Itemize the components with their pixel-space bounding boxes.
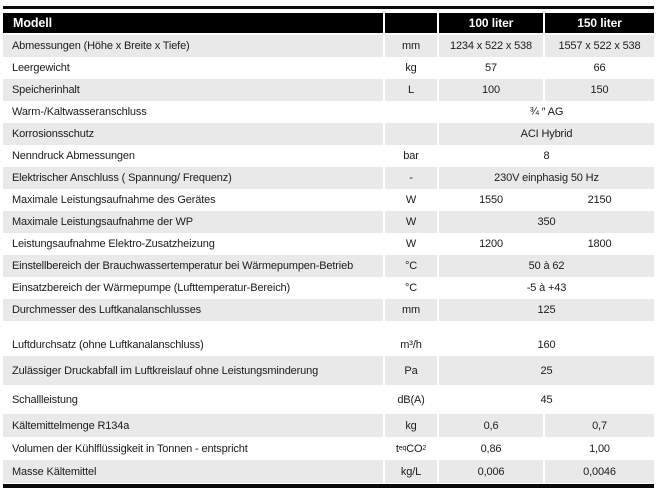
row-value-span: 8 <box>437 145 654 167</box>
unit-segment: 2 <box>422 445 427 452</box>
row-label: Einstellbereich der Brauchwassertemperatur bei Wärmepumpen-Betrieb <box>3 255 383 277</box>
spec-row <box>3 277 654 299</box>
row-value-150: 0,0046 <box>543 460 654 483</box>
row-value-span: 50 à 62 <box>437 255 654 277</box>
row-value-100: 57 <box>437 57 543 79</box>
row-label: Schallleistung <box>12 393 78 406</box>
spec-row <box>3 211 654 233</box>
row-value-150: 66 <box>543 57 654 79</box>
row-value-100: 100 <box>437 79 543 101</box>
row-label: Zulässiger Druckabfall im Luftkreislauf ohne Leistungsminderung <box>3 356 383 385</box>
row-value-span: ACI Hybrid <box>437 123 654 145</box>
spec-table <box>3 0 654 488</box>
row-unit: bar <box>383 145 437 167</box>
row-unit: °C <box>383 277 437 299</box>
row-unit: - <box>383 167 437 189</box>
row-unit: kg/L <box>383 460 437 483</box>
row-label: Speicherinhalt <box>3 79 383 101</box>
spec-row <box>3 334 654 356</box>
spec-row <box>3 145 654 167</box>
row-value-100: 0,86 <box>437 437 543 460</box>
spec-row <box>3 123 654 145</box>
unit-segment: t <box>395 442 399 455</box>
spec-row <box>3 79 654 101</box>
row-value-150: 0,7 <box>543 414 654 437</box>
spec-row <box>3 167 654 189</box>
row-unit: m³/h <box>383 334 437 356</box>
spec-row <box>3 414 654 437</box>
row-value-span: ¾ ″ AG <box>437 101 654 123</box>
spec-row <box>3 35 654 57</box>
spec-row <box>3 460 654 483</box>
row-unit: kg <box>383 414 437 437</box>
top-rule <box>3 6 654 9</box>
header-model: Modell <box>13 16 52 30</box>
spec-row <box>3 356 654 385</box>
row-value-100: 0,006 <box>437 460 543 483</box>
row-value-150: 1,00 <box>543 437 654 460</box>
row-value-150: 2150 <box>543 189 654 211</box>
row-unit <box>383 101 437 123</box>
row-unit: mm <box>383 299 437 321</box>
table-header-row <box>3 13 654 33</box>
row-label: Volumen der Kühlflüssigkeit in Tonnen - entspricht <box>12 442 248 455</box>
header-unit-column <box>383 13 437 33</box>
spec-row <box>3 255 654 277</box>
row-value-span: 160 <box>437 334 654 356</box>
row-unit: Pa <box>383 356 437 385</box>
row-value-100: 1550 <box>437 189 543 211</box>
spec-row <box>3 189 654 211</box>
row-value-150: 1557 x 522 x 538 <box>543 35 654 57</box>
row-label: Durchmesser des Luftkanalanschlusses <box>3 299 383 321</box>
row-unit: mm <box>383 35 437 57</box>
row-unit: W <box>383 211 437 233</box>
row-value-span: 350 <box>437 211 654 233</box>
row-unit: dB(A) <box>383 385 437 414</box>
row-label: Warm-/Kaltwasseranschluss <box>12 106 147 118</box>
row-label: Maximale Leistungsaufnahme der WP <box>3 211 383 233</box>
row-value-100: 1234 x 522 x 538 <box>437 35 543 57</box>
spec-row <box>3 299 654 321</box>
row-label: Abmessungen (Höhe x Breite x Tiefe) <box>3 35 383 57</box>
unit-segment: eq <box>398 445 407 452</box>
row-label: Korrosionsschutz <box>3 123 383 145</box>
spec-row <box>3 57 654 79</box>
row-label: Kältemittelmenge R134a <box>3 414 383 437</box>
bottom-rule <box>3 484 654 488</box>
row-value-100: 0,6 <box>437 414 543 437</box>
spec-row <box>3 233 654 255</box>
row-value-span: -5 à +43 <box>437 277 654 299</box>
row-unit <box>383 123 437 145</box>
row-label: Leistungsaufnahme Elektro-Zusatzheizung <box>12 238 215 250</box>
table-body <box>3 35 654 483</box>
spec-row <box>3 437 654 460</box>
row-unit: L <box>383 79 437 101</box>
row-value-span: 45 <box>437 385 654 414</box>
spec-row <box>3 385 654 414</box>
row-label: Nenndruck Abmessungen <box>12 150 135 162</box>
row-label: Masse Kältemittel <box>3 460 383 483</box>
row-label: Maximale Leistungsaufnahme des Gerätes <box>12 194 216 206</box>
header-col-100-liter: 100 liter <box>437 13 543 33</box>
row-value-100: 1200 <box>437 233 543 255</box>
row-unit: W <box>383 233 437 255</box>
row-unit <box>383 437 437 460</box>
row-value-span: 230V einphasig 50 Hz <box>437 167 654 189</box>
row-label: Luftdurchsatz (ohne Luftkanalanschluss) <box>12 339 204 351</box>
row-value-span: 125 <box>437 299 654 321</box>
row-unit: kg <box>383 57 437 79</box>
row-value-150: 150 <box>543 79 654 101</box>
row-value-span: 25 <box>437 356 654 385</box>
row-label: Leergewicht <box>12 62 70 74</box>
row-label: Elektrischer Anschluss ( Spannung/ Frequenz) <box>3 167 383 189</box>
row-unit: W <box>383 189 437 211</box>
spec-row <box>3 101 654 123</box>
header-col-150-liter: 150 liter <box>543 13 654 33</box>
row-value-150: 1800 <box>543 233 654 255</box>
unit-segment: CO <box>406 442 423 455</box>
row-label: Einsatzbereich der Wärmepumpe (Lufttemperatur-Bereich) <box>12 282 291 294</box>
row-unit: °C <box>383 255 437 277</box>
